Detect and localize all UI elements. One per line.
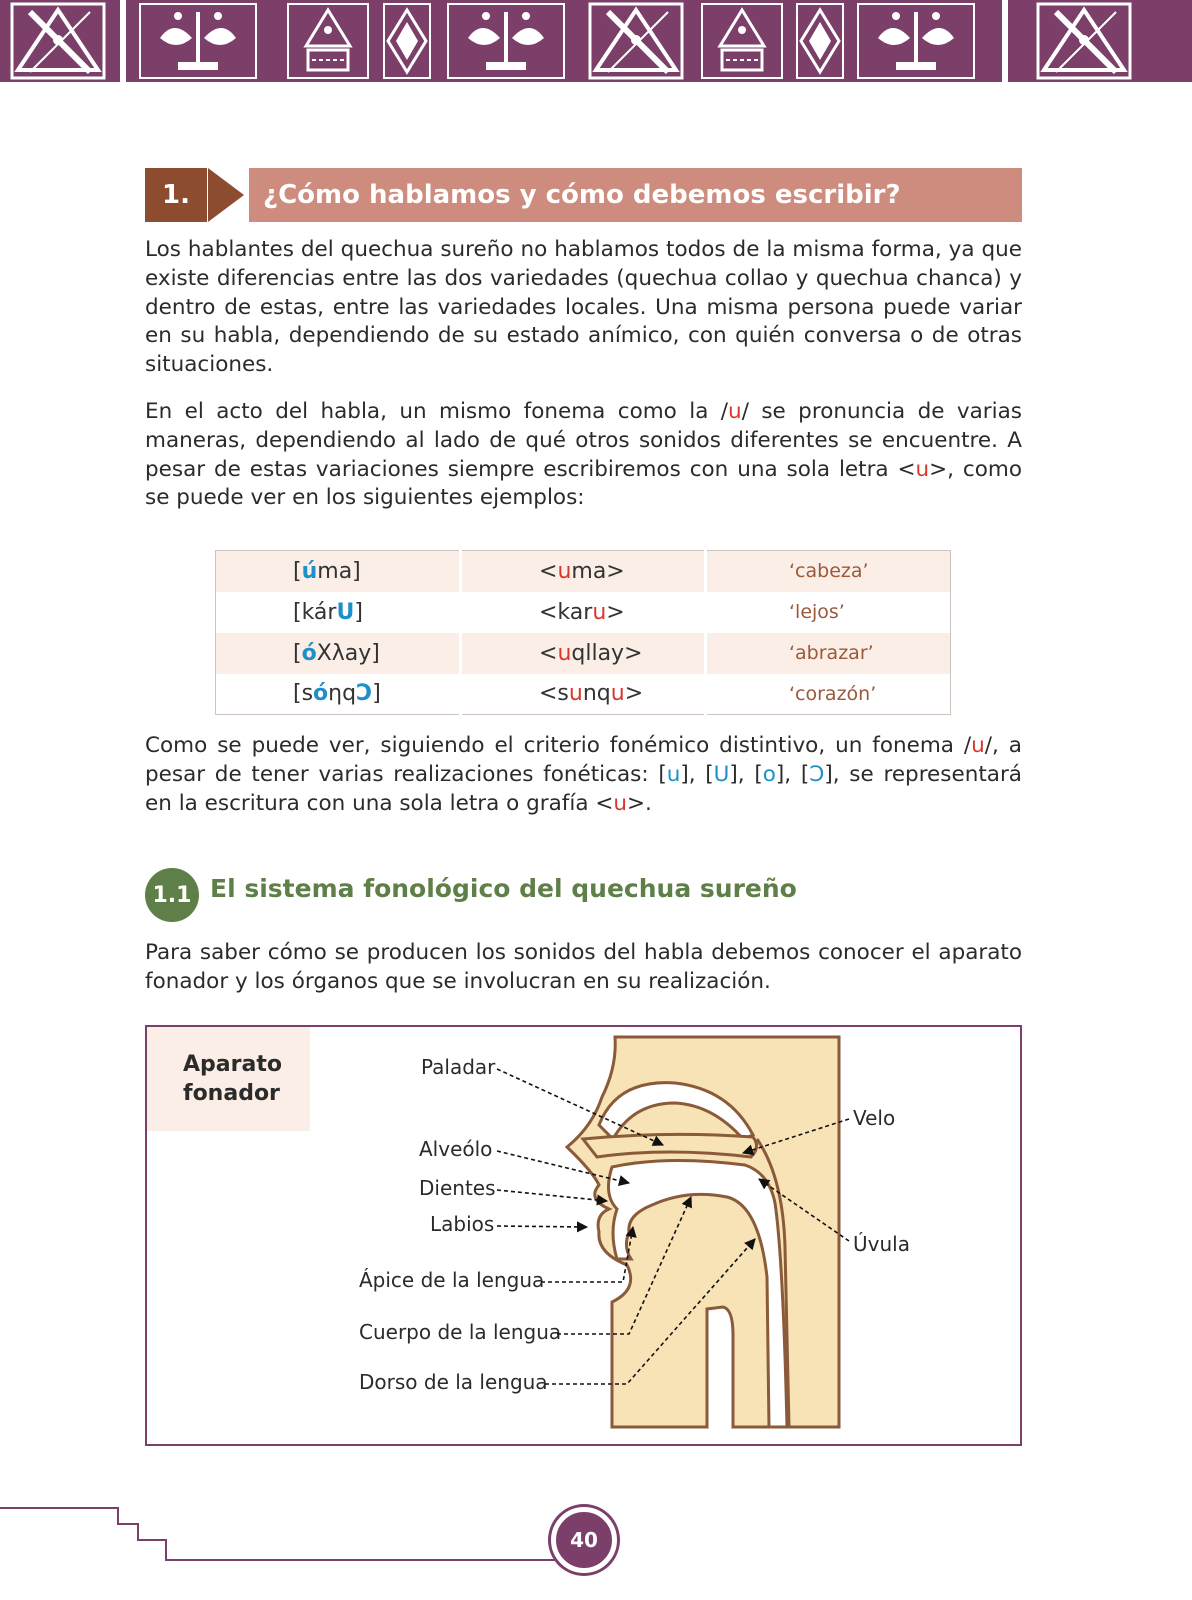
text-run: >: [606, 599, 625, 625]
text-run: ma]: [317, 558, 361, 584]
phonetic-vowel: ú: [301, 558, 318, 584]
text-run: [: [293, 640, 302, 666]
text-run: ηq: [328, 681, 357, 707]
text-run: / se pronuncia de varias maneras, dependiendo al lado de qué otros sonidos diferentes se encuentre. A pesar de estas variaciones siempre escribiremos con una sola letra <: [145, 399, 1022, 482]
text-run: >: [624, 681, 644, 707]
text-run: >, como se puede ver en los siguientes ejemplos:: [145, 456, 1023, 511]
paragraph-intro: Los hablantes del quechua sureño no hablamos todos de la misma forma, ya que existe diferencias entre las dos variedades (quechua collao y quechua chanca) y dentro de estas, entre las variedades locales. Una misma persona puede variar en su habla, dependiendo de su estado anímico, con quién conversa o de otras situaciones.: [145, 237, 1022, 378]
subsection-number: 1.1: [145, 868, 199, 922]
gloss-cell: ‘corazón’: [706, 674, 951, 715]
paragraph-apparatus: Para saber cómo se producen los sonidos del habla debemos conocer el aparato fonador y los órganos que se involucran en su realización.: [145, 940, 1022, 994]
grapheme-cell: [461, 592, 706, 633]
grapheme-letter: u: [610, 681, 625, 707]
phoneme-u: u: [971, 733, 985, 758]
phonetic-variant: Ɔ: [809, 761, 825, 787]
text-run: <: [539, 640, 558, 666]
text-run: <: [539, 558, 558, 584]
text-run: >.: [627, 790, 652, 816]
figure-title-line: Aparato: [183, 1052, 282, 1077]
text-run: ], [: [775, 761, 810, 787]
phonetic-vowel: Ɔ: [356, 681, 373, 707]
vocal-apparatus-figure: [145, 1025, 1022, 1446]
label-cuerpo: Cuerpo de la lengua: [359, 1320, 562, 1344]
gloss-cell: ‘lejos’: [706, 592, 951, 633]
text-run: <s: [539, 681, 569, 707]
label-dientes: Dientes: [419, 1176, 496, 1200]
label-apice: Ápice de la lengua: [359, 1268, 545, 1292]
phonetic-vowel: U: [336, 599, 355, 625]
text-run: ]: [354, 599, 363, 625]
table-row: [216, 674, 951, 715]
text-run: ]: [372, 681, 381, 707]
text-run: [s: [293, 681, 314, 707]
phonetic-cell: [216, 674, 461, 715]
phonetic-variant: u: [666, 761, 681, 787]
text-run: Xλay]: [316, 640, 380, 666]
label-alveolo: Alveólo: [419, 1137, 493, 1161]
grapheme-cell: [461, 633, 706, 674]
text-run: ma>: [571, 558, 625, 584]
subsection-title: El sistema fonológico del quechua sureño: [210, 874, 797, 903]
text-run: /, a pesar de tener varias realizaciones fonéticas: [: [145, 733, 1022, 787]
grapheme-letter: u: [592, 599, 607, 625]
grapheme-letter: u: [557, 640, 572, 666]
leader-dientes: [497, 1190, 607, 1201]
phonetic-cell: [216, 551, 461, 592]
phonetic-vowel: ó: [301, 640, 317, 666]
figure-title-line: fonador: [183, 1081, 280, 1106]
phonetic-vowel: ó: [313, 681, 329, 707]
phonetic-cell: [216, 592, 461, 633]
text-run: [kár: [293, 599, 337, 625]
text-run: Como se puede ver, siguiendo el criterio fonémico distintivo, un fonema /: [145, 733, 972, 758]
grapheme-letter: u: [568, 681, 583, 707]
text-run: nq: [582, 681, 611, 707]
figure-title: [147, 1027, 310, 1131]
paragraph-criterion: [145, 732, 1022, 818]
text-run: ], se representará en la escritura con una sola letra o grafía <: [145, 761, 1022, 816]
footer-step-line: [0, 1500, 600, 1590]
examples-table: [215, 550, 951, 715]
table-row: [216, 592, 951, 633]
grapheme-u: u: [613, 790, 628, 816]
grapheme-cell: [461, 674, 706, 715]
phoneme-u: u: [728, 399, 742, 424]
textile-pattern-icon: [0, 0, 1192, 82]
label-velo: Velo: [853, 1106, 896, 1130]
phonetic-cell: [216, 633, 461, 674]
phonetic-variant: U: [713, 761, 730, 787]
text-run: ], [: [680, 761, 714, 787]
text-run: [: [293, 558, 302, 584]
text-run: <kar: [539, 599, 593, 625]
leader-labios: [497, 1226, 587, 1227]
text-run: En el acto del habla, un mismo fonema como la /: [145, 399, 729, 424]
decorative-header-band: [0, 0, 1192, 82]
table-row: [216, 633, 951, 674]
label-paladar: Paladar: [421, 1055, 496, 1079]
label-uvula: Úvula: [853, 1232, 910, 1256]
grapheme-cell: [461, 551, 706, 592]
grapheme-letter: u: [557, 558, 572, 584]
paragraph-phoneme: [145, 398, 1022, 513]
section-title: ¿Cómo hablamos y cómo debemos escribir?: [249, 168, 1022, 222]
label-dorso: Dorso de la lengua: [359, 1370, 548, 1394]
text-run: qllay>: [571, 640, 643, 666]
grapheme-u: u: [915, 456, 930, 482]
section-arrow-icon: [208, 168, 248, 222]
label-labios: Labios: [430, 1212, 495, 1236]
phonetic-variant: o: [762, 761, 776, 787]
gloss-cell: ‘abrazar’: [706, 633, 951, 674]
section-number: 1.: [145, 168, 207, 222]
gloss-cell: ‘cabeza’: [706, 551, 951, 592]
table-row: [216, 551, 951, 592]
text-run: ], [: [729, 761, 763, 787]
page-number: 40: [551, 1507, 617, 1573]
